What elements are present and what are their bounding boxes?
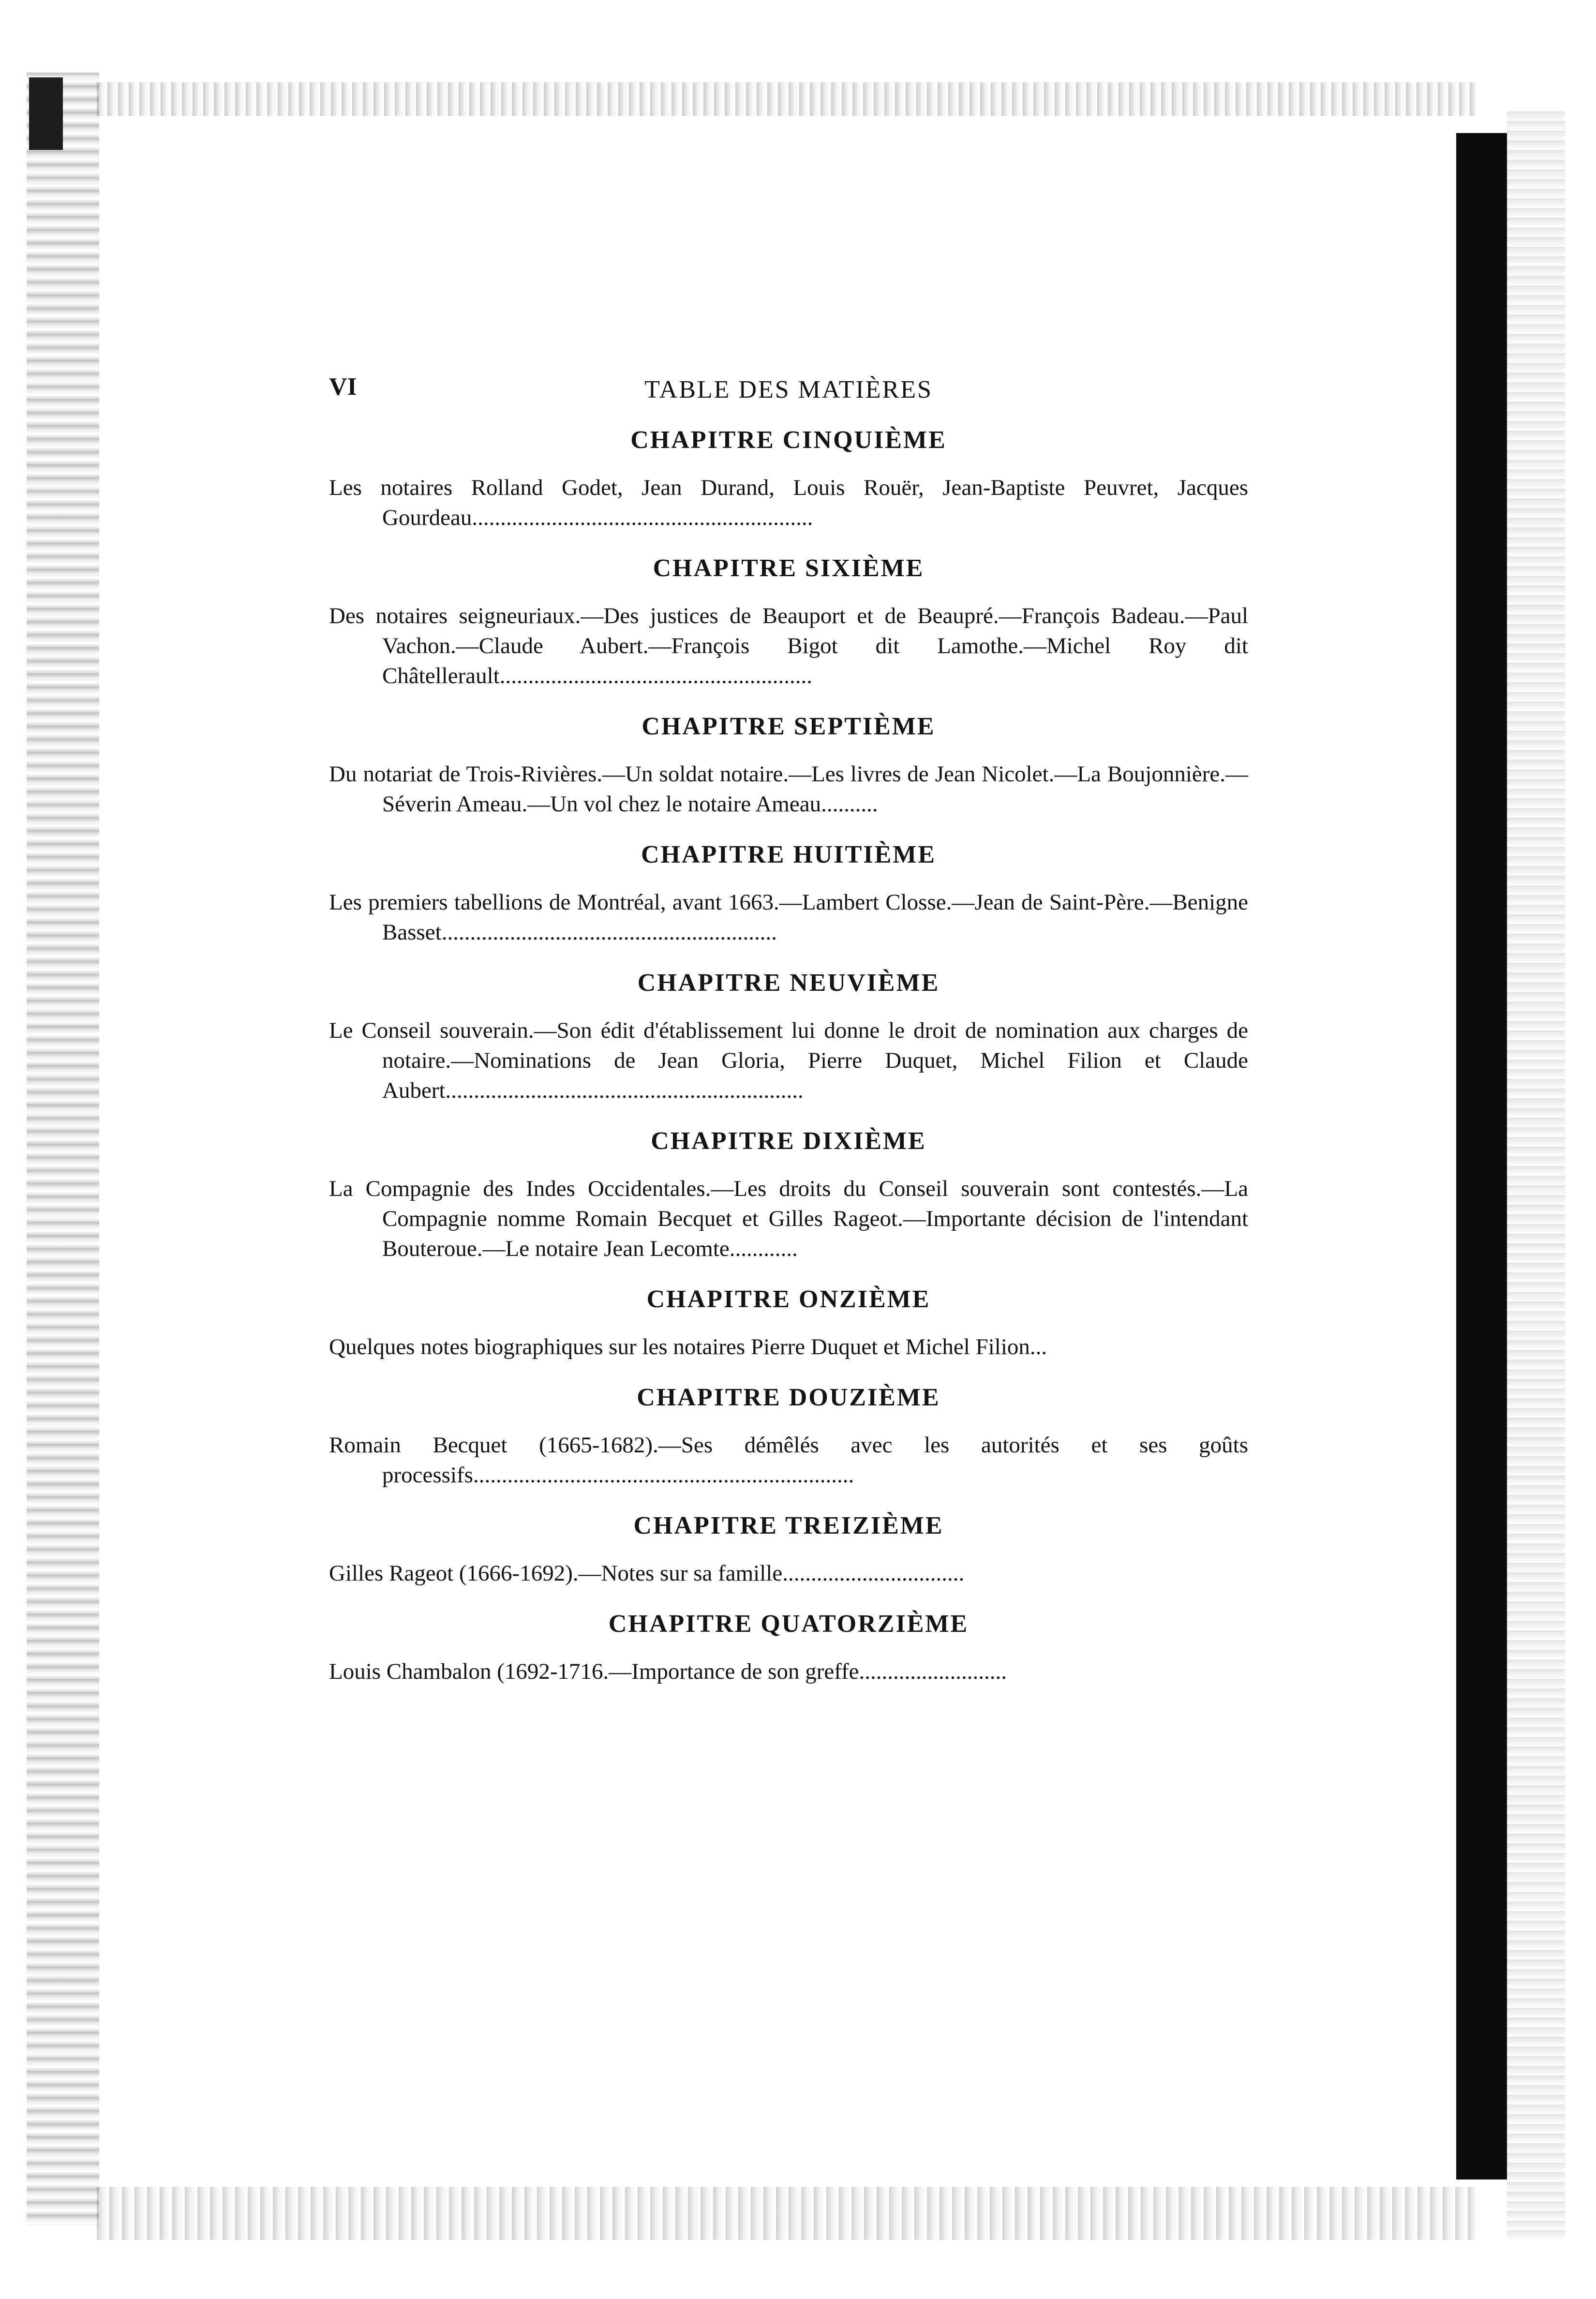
chapter-11 bbox=[329, 1285, 1248, 1362]
chapter-heading: CHAPITRE NEUVIÈME bbox=[637, 969, 940, 997]
chapter-12 bbox=[329, 1383, 1248, 1490]
scan-bottom-edge bbox=[97, 2187, 1476, 2240]
running-title: TABLE DES MATIÈRES bbox=[644, 376, 933, 403]
chapter-5 bbox=[329, 426, 1248, 533]
scan-top-edge bbox=[97, 82, 1476, 116]
scan-left-block bbox=[29, 77, 63, 150]
chapter-13 bbox=[329, 1511, 1248, 1588]
chapter-heading: CHAPITRE SEPTIÈME bbox=[641, 713, 936, 740]
page-header bbox=[329, 368, 1248, 416]
chapter-9 bbox=[329, 969, 1248, 1105]
scan-left-edge bbox=[27, 73, 99, 2225]
chapter-entry: Les premiers tabellions de Montréal, avant 1663.—Lambert Closse.—Jean de Saint-Père.—Benigne Basset........................................................... bbox=[329, 890, 1248, 945]
chapter-entry: Le Conseil souverain.—Son édit d'établissement lui donne le droit de nomination aux charges de notaire.—Nominations de Jean Gloria, Pierre Duquet, Michel Filion et Claude Aubert............................................................... bbox=[329, 1018, 1248, 1103]
chapter-entry: Gilles Rageot (1666-1692).—Notes sur sa famille................................ bbox=[329, 1561, 965, 1586]
chapter-heading: CHAPITRE DOUZIÈME bbox=[637, 1384, 940, 1411]
chapter-8 bbox=[329, 840, 1248, 947]
chapter-14 bbox=[329, 1610, 1248, 1687]
chapter-6 bbox=[329, 554, 1248, 691]
chapter-entry: La Compagnie des Indes Occidentales.—Les droits du Conseil souverain sont contestés.—La Compagnie nomme Romain Becquet et Gilles Rageot.—Importante décision de l'intendant Bouteroue.—Le notaire Jean Lecomte............ bbox=[329, 1176, 1248, 1261]
chapter-heading: CHAPITRE SIXIÈME bbox=[653, 554, 925, 582]
chapter-heading: CHAPITRE HUITIÈME bbox=[641, 841, 937, 868]
chapter-entry: Quelques notes biographiques sur les notaires Pierre Duquet et Michel Filion... bbox=[329, 1334, 1047, 1359]
chapter-entry: Les notaires Rolland Godet, Jean Durand, Louis Rouër, Jean-Baptiste Peuvret, Jacques Gourdeau............................................................ bbox=[329, 475, 1248, 530]
chapter-entry: Des notaires seigneuriaux.—Des justices de Beauport et de Beaupré.—François Badeau.—Paul Vachon.—Claude Aubert.—François Bigot dit Lamothe.—Michel Roy dit Châtellerault....................................................... bbox=[329, 603, 1248, 688]
chapter-heading: CHAPITRE TREIZIÈME bbox=[633, 1512, 944, 1539]
chapter-7 bbox=[329, 712, 1248, 819]
chapter-heading: CHAPITRE ONZIÈME bbox=[646, 1285, 931, 1313]
page-content bbox=[329, 368, 1248, 1687]
chapter-entry: Romain Becquet (1665-1682).—Ses démêlés avec les autorités et ses goûts processifs................................................................... bbox=[329, 1433, 1248, 1488]
chapter-entry: Louis Chambalon (1692-1716.—Importance de son greffe.......................... bbox=[329, 1659, 1007, 1684]
page-number: VI bbox=[329, 373, 357, 401]
chapter-heading: CHAPITRE QUATORZIÈME bbox=[608, 1610, 969, 1638]
chapter-entry: Du notariat de Trois-Rivières.—Un soldat notaire.—Les livres de Jean Nicolet.—La Boujonnière.—Séverin Ameau.—Un vol chez le notaire Ameau.......... bbox=[329, 761, 1248, 817]
chapter-10 bbox=[329, 1127, 1248, 1264]
scan-right-edge bbox=[1507, 111, 1565, 2240]
chapter-heading: CHAPITRE CINQUIÈME bbox=[630, 426, 947, 454]
scan-right-bar bbox=[1456, 133, 1507, 2180]
chapter-heading: CHAPITRE DIXIÈME bbox=[651, 1127, 926, 1155]
